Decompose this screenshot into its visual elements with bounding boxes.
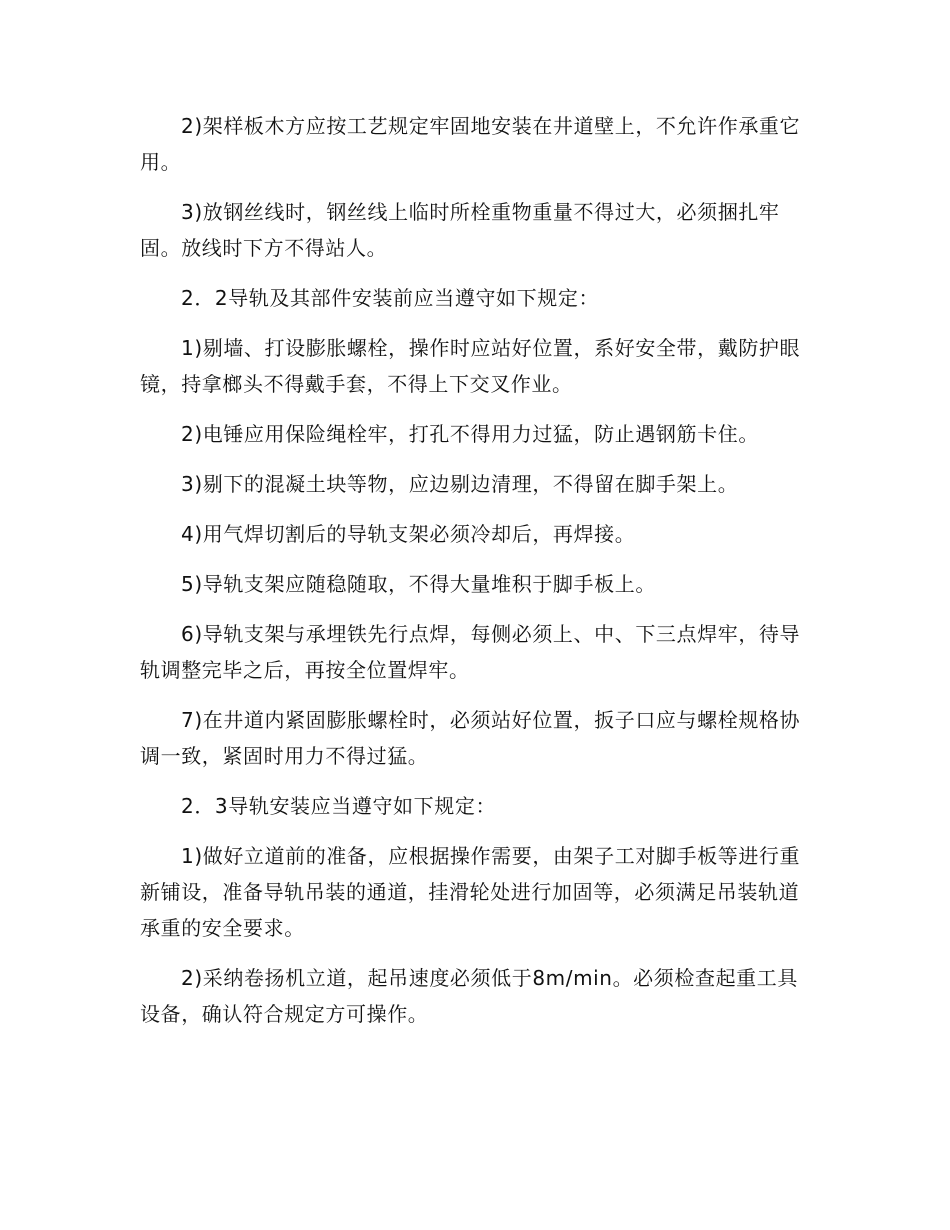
document-body [140,108,812,1046]
paragraph-steel-wire: 3)放钢丝线时，钢丝线上临时所栓重物重量不得过大，必须捆扎牢固。放线时下方不得站人。 [140,200,780,260]
paragraph-bracket-storage: 5)导轨支架应随稳随取，不得大量堆积于脚手板上。 [181,572,656,596]
section-heading-2-3: 2．3导轨安装应当遵守如下规定： [181,794,497,818]
paragraph-gas-cutting: 4)用气焊切割后的导轨支架必须冷却后，再焊接。 [181,522,636,546]
paragraph-winch-lifting: 2)采纳卷扬机立道，起吊速度必须低于8m/min。必须检查起重工具设备，确认符合规定方可操作。 [140,966,798,1026]
paragraph-rail-preparation: 1)做好立道前的准备，应根据操作需要，由架子工对脚手板等进行重新铺设，准备导轨吊装的通道，挂滑轮处进行加固等，必须满足吊装轨道承重的安全要求。 [140,844,801,940]
section-heading-2-2: 2．2导轨及其部件安装前应当遵守如下规定： [181,286,600,310]
paragraph-concrete-debris: 3)剔下的混凝土块等物，应边剔边清理，不得留在脚手架上。 [181,472,739,496]
paragraph-wall-chiseling: 1)剔墙、打设膨胀螺栓，操作时应站好位置，系好安全带，戴防护眼镜，持拿榔头不得戴手套，不得上下交叉作业。 [140,336,801,396]
paragraph-template-board: 2)架样板木方应按工艺规定牢固地安装在井道壁上，不允许作承重它用。 [140,114,801,174]
paragraph-spot-welding: 6)导轨支架与承埋铁先行点焊，每侧必须上、中、下三点焊牢，待导轨调整完毕之后，再按全位置焊牢。 [140,622,801,682]
paragraph-electric-hammer: 2)电锤应用保险绳栓牢，打孔不得用力过猛，防止遇钢筋卡住。 [181,422,759,446]
paragraph-bolt-tightening: 7)在井道内紧固膨胀螺栓时，必须站好位置，扳子口应与螺栓规格协调一致，紧固时用力不得过猛。 [140,708,801,768]
